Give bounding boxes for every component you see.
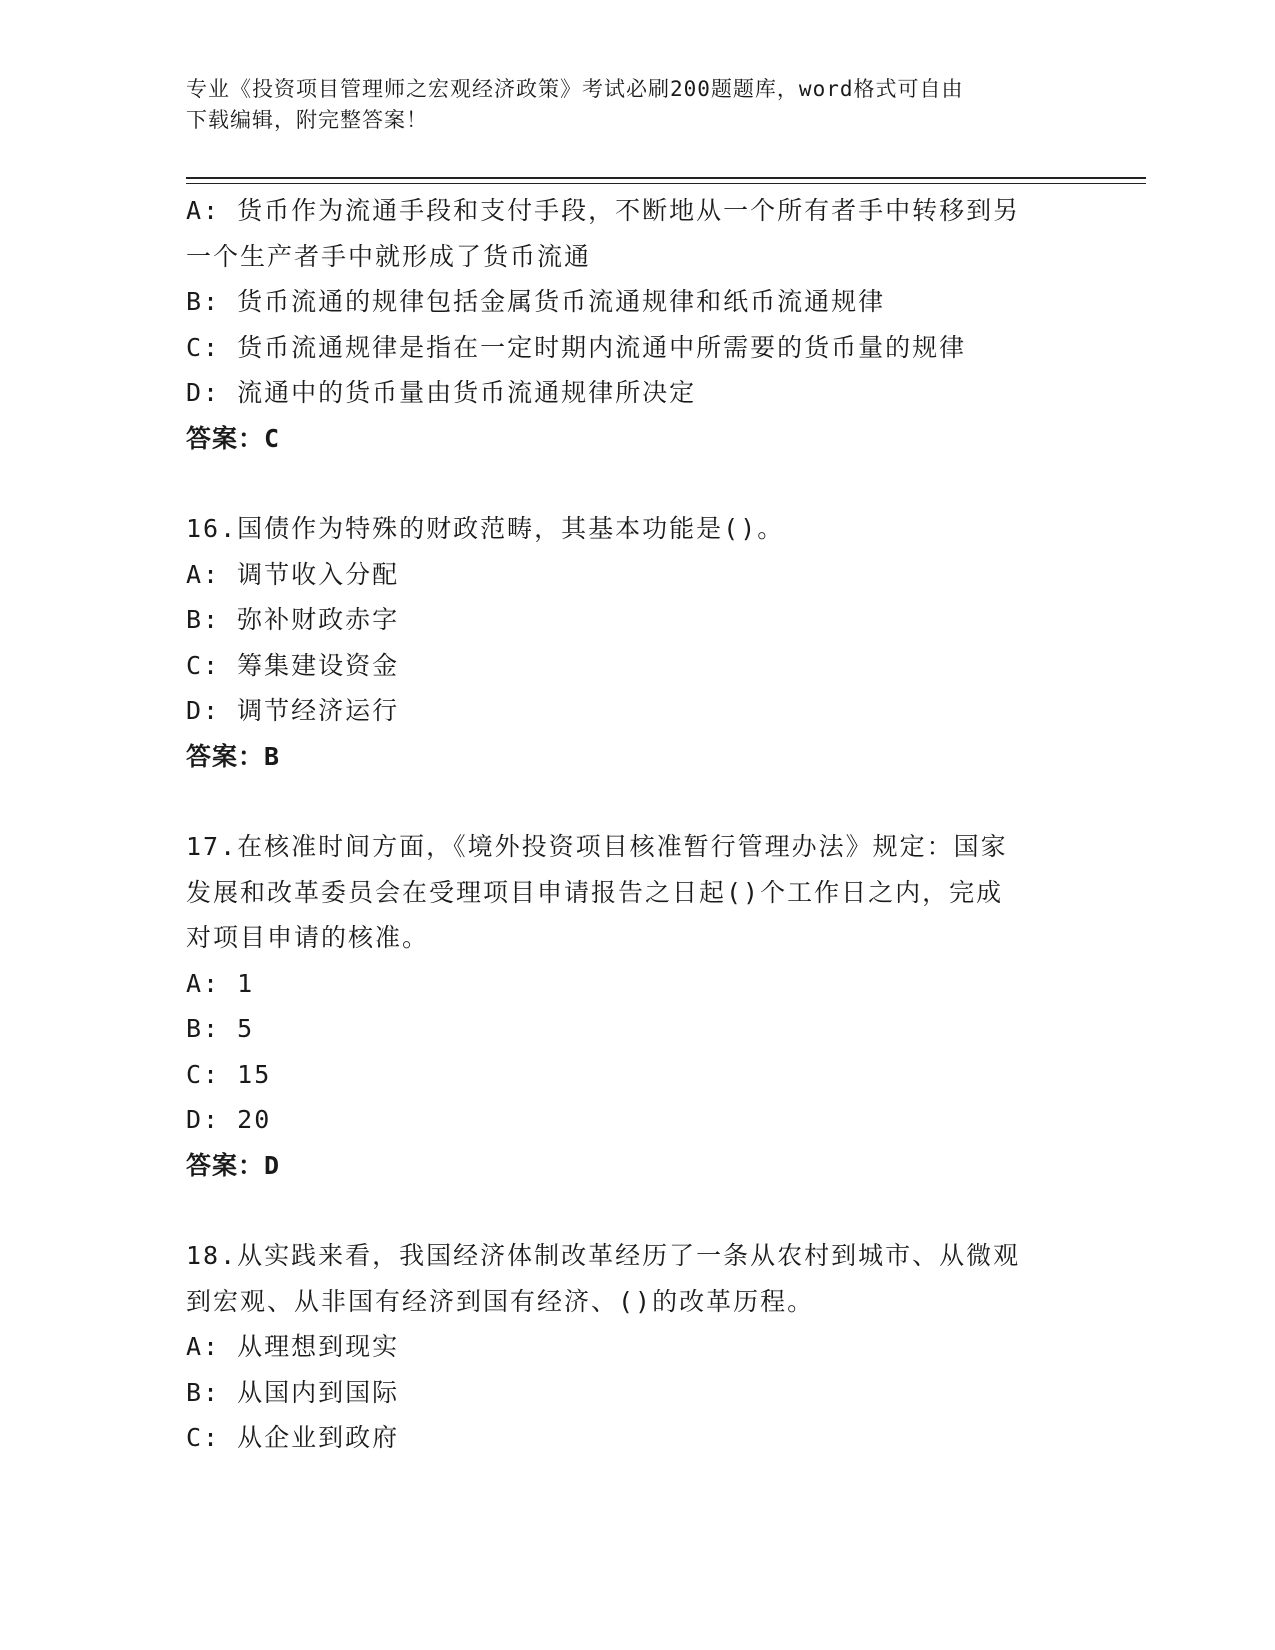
option-b: B: 弥补财政赤字: [186, 605, 400, 634]
spacer: [186, 779, 1086, 824]
option-a: A: 1: [186, 968, 255, 998]
question-text-line-2: 发展和改革委员会在受理项目申请报告之日起()个工作日之内，完成: [186, 877, 1004, 907]
question-15: [186, 188, 1086, 461]
header-divider-thin: [186, 183, 1146, 184]
question-text-line-1: 18.从实践来看，我国经济体制改革经历了一条从农村到城市、从微观: [186, 1241, 1021, 1270]
spacer: [186, 1188, 1086, 1233]
option-a: A: 从理想到现实: [186, 1332, 400, 1361]
document-header: [186, 74, 1066, 136]
option-c: C: 筹集建设资金: [186, 650, 400, 680]
answer: 答案：C: [186, 423, 281, 453]
option-c: C: 15: [186, 1059, 272, 1089]
option-c: C: 货币流通规律是指在一定时期内流通中所需要的货币量的规律: [186, 332, 967, 362]
header-line-1: 专业《投资项目管理师之宏观经济政策》考试必刷200题题库，word格式可自由: [186, 77, 964, 101]
question-text-line-1: 17.在核准时间方面，《境外投资项目核准暂行管理办法》规定：国家: [186, 832, 1008, 861]
spacer: [186, 461, 1086, 506]
header-line-2: 下载编辑，附完整答案！: [186, 108, 428, 132]
question-17: [186, 824, 1086, 1188]
question-18: [186, 1233, 1086, 1461]
answer: 答案：B: [186, 741, 281, 771]
option-d: D: 调节经济运行: [186, 696, 400, 725]
option-b: B: 5: [186, 1014, 255, 1043]
question-text: 16.国债作为特殊的财政范畴，其基本功能是()。: [186, 514, 785, 543]
option-d: D: 流通中的货币量由货币流通规律所决定: [186, 378, 697, 407]
question-text-line-3: 对项目申请的核准。: [186, 923, 430, 952]
question-text-line-2: 到宏观、从非国有经济到国有经济、()的改革历程。: [186, 1286, 815, 1316]
option-a: A: 调节收入分配: [186, 559, 400, 589]
option-d: D: 20: [186, 1105, 272, 1134]
option-b: B: 货币流通的规律包括金属货币流通规律和纸币流通规律: [186, 287, 886, 316]
answer: 答案：D: [186, 1150, 281, 1180]
question-16: [186, 506, 1086, 779]
option-b: B: 从国内到国际: [186, 1377, 400, 1407]
question-list: [186, 188, 1086, 1461]
option-a-line-1: A: 货币作为流通手段和支付手段，不断地从一个所有者手中转移到另: [186, 196, 1021, 225]
option-c: C: 从企业到政府: [186, 1423, 400, 1452]
option-a-line-2: 一个生产者手中就形成了货币流通: [186, 241, 592, 271]
header-divider-thick: [186, 177, 1146, 179]
